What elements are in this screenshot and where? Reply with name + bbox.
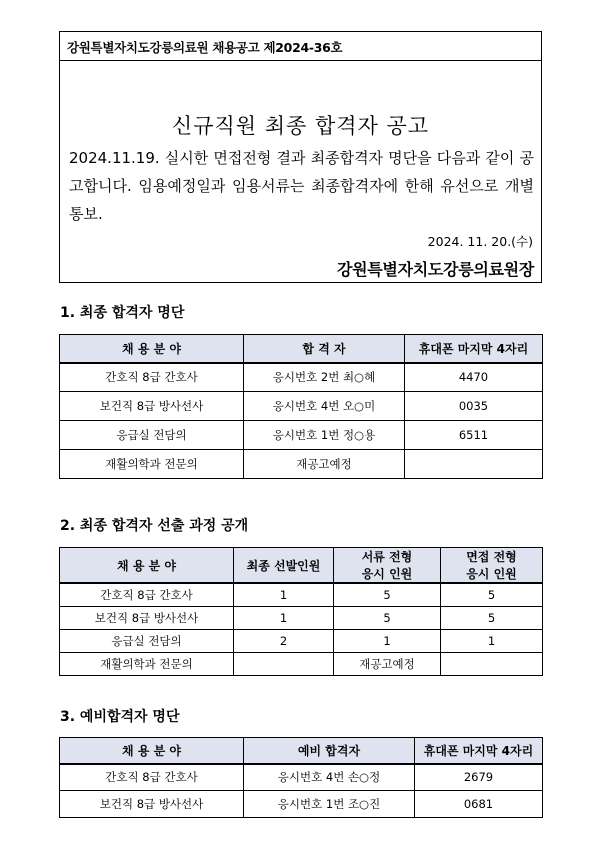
header-phone: 휴대폰 마지막 4자리 [405, 335, 543, 363]
notice-title: 신규직원 최종 합격자 공고 [171, 114, 430, 138]
cell-field: 재활의학과 전문의 [60, 652, 234, 675]
cell-passer: 응시번호 1번 정○용 [244, 421, 405, 450]
table-row [60, 652, 543, 675]
table-row [60, 392, 543, 421]
header-field: 채 용 분 야 [60, 738, 244, 764]
cell-phone: 6511 [405, 421, 543, 450]
table-row [60, 583, 543, 606]
header-document-line2: 응시 인원 [361, 567, 413, 581]
cell-interview-count: 5 [441, 606, 543, 629]
table-row [60, 606, 543, 629]
table-header-row [60, 335, 543, 363]
cell-field: 응급실 전담의 [60, 629, 234, 652]
cell-phone: 4470 [405, 363, 543, 392]
table-row [60, 363, 543, 392]
cell-final-count: 2 [234, 629, 334, 652]
notice-date: 2024. 11. 20.(수) [427, 234, 533, 249]
table-row [60, 450, 543, 479]
cell-field: 응급실 전담의 [60, 421, 244, 450]
reserve-passers-table [59, 737, 543, 818]
cell-final-count [234, 652, 334, 675]
notice-divider [60, 60, 541, 61]
table-row [60, 791, 543, 818]
header-interview-applicants [441, 548, 543, 584]
cell-field: 간호직 8급 간호사 [60, 363, 244, 392]
cell-passer: 응시번호 4번 오○미 [244, 392, 405, 421]
table-row [60, 421, 543, 450]
header-field: 채 용 분 야 [60, 335, 244, 363]
cell-reserve-passer: 응시번호 4번 손○정 [244, 764, 415, 791]
final-passers-table [59, 334, 543, 479]
cell-field: 보건직 8급 방사선사 [60, 606, 234, 629]
cell-phone [405, 450, 543, 479]
cell-phone: 2679 [415, 764, 543, 791]
table-header-row [60, 548, 543, 584]
cell-field: 보건직 8급 방사선사 [60, 791, 244, 818]
section-1-title: 1. 최종 합격자 명단 [60, 305, 185, 321]
table-header-row [60, 738, 543, 764]
cell-reserve-passer: 응시번호 1번 조○진 [244, 791, 415, 818]
cell-document-count: 5 [334, 606, 441, 629]
table-row [60, 764, 543, 791]
section-3-title: 3. 예비합격자 명단 [60, 709, 180, 725]
cell-interview-count [441, 652, 543, 675]
header-final-count: 최종 선발인원 [234, 548, 334, 584]
cell-phone: 0681 [415, 791, 543, 818]
header-phone: 휴대폰 마지막 4자리 [415, 738, 543, 764]
cell-final-count: 1 [234, 583, 334, 606]
cell-passer: 재공고예정 [244, 450, 405, 479]
header-document-line1: 서류 전형 [361, 550, 413, 564]
header-field: 채 용 분 야 [60, 548, 234, 584]
cell-document-count: 5 [334, 583, 441, 606]
cell-field: 간호직 8급 간호사 [60, 583, 234, 606]
notice-body: 2024.11.19. 실시한 면접전형 결과 최종합격자 명단을 다음과 같이 공고합니다. 임용예정일과 임용서류는 최종합격자에 한해 유선으로 개별통보. [69, 149, 534, 223]
header-interview-line1: 면접 전형 [466, 550, 517, 564]
table-row [60, 629, 543, 652]
selection-process-table [59, 547, 543, 676]
section-2-title: 2. 최종 합격자 선출 과정 공개 [60, 518, 249, 534]
header-reserve-passer: 예비 합격자 [244, 738, 415, 764]
cell-final-count: 1 [234, 606, 334, 629]
cell-field: 간호직 8급 간호사 [60, 764, 244, 791]
cell-document-count: 1 [334, 629, 441, 652]
header-interview-line2: 응시 인원 [466, 567, 517, 581]
cell-field: 보건직 8급 방사선사 [60, 392, 244, 421]
cell-passer: 응시번호 2번 최○혜 [244, 363, 405, 392]
notice-number: 강원특별자치도강릉의료원 채용공고 제2024-36호 [67, 40, 343, 55]
cell-interview-count: 1 [441, 629, 543, 652]
notice-box [59, 31, 542, 283]
header-passer: 합 격 자 [244, 335, 405, 363]
cell-document-count: 재공고예정 [334, 652, 441, 675]
cell-phone: 0035 [405, 392, 543, 421]
notice-issuer: 강원특별자치도강릉의료원장 [336, 260, 534, 279]
cell-field: 재활의학과 전문의 [60, 450, 244, 479]
header-document-applicants [334, 548, 441, 584]
cell-interview-count: 5 [441, 583, 543, 606]
